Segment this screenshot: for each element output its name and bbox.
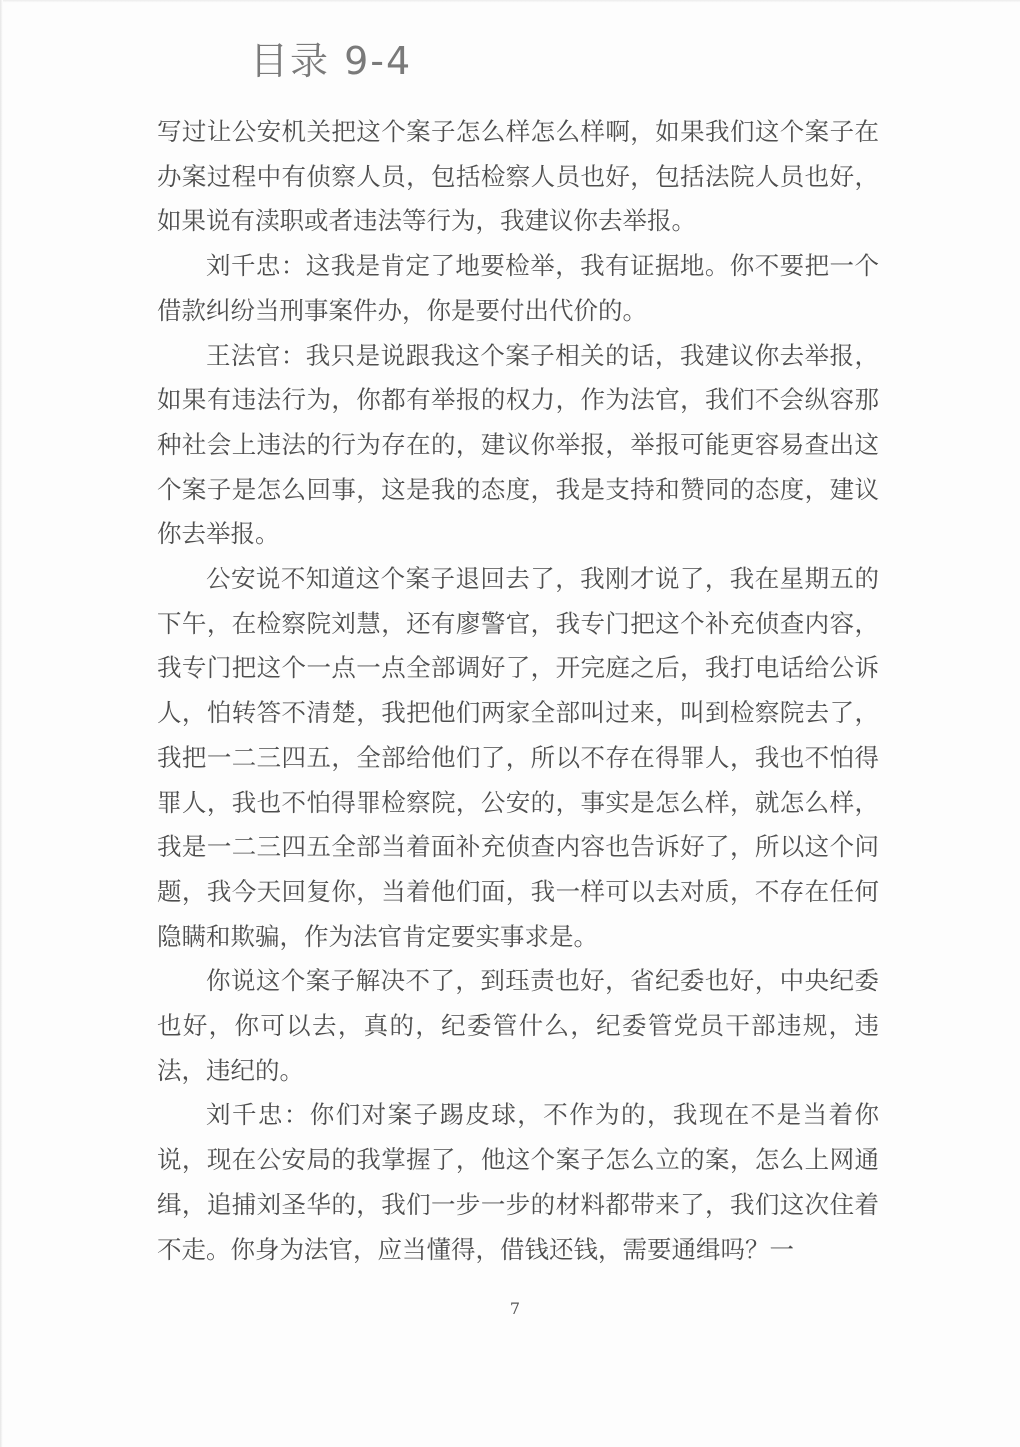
scan-edge-top bbox=[0, 0, 1020, 3]
paragraph-2: 刘千忠：这我是肯定了地要检举，我有证据地。你不要把一个借款纠纷当刑事案件办，你是要付出代价的。 bbox=[157, 251, 879, 325]
paragraph-1: 写过让公安机关把这个案子怎么样怎么样啊，如果我们这个案子在办案过程中有侦察人员，包括检察人员也好，包括法院人员也好，如果说有渎职或者违法等行为，我建议你去举报。 bbox=[157, 117, 879, 236]
paragraph-3: 王法官：我只是说跟我这个案子相关的话，我建议你去举报，如果有违法行为，你都有举报的权力，作为法官，我们不会纵容那种社会上违法的行为存在的，建议你举报，举报可能更容易查出这个案子是怎么回事，这是我的态度，我是支持和赞同的态度，建议你去举报。 bbox=[157, 340, 879, 549]
paragraph-5: 你说这个案子解决不了，到珏责也好，省纪委也好，中央纪委也好，你可以去，真的，纪委管什么，纪委管党员干部违规，违法，违纪的。 bbox=[157, 966, 879, 1085]
body-text bbox=[157, 110, 879, 1272]
paragraph-4: 公安说不知道这个案子退回去了，我刚才说了，我在星期五的下午，在检察院刘慧，还有廖警官，我专门把这个补充侦查内容，我专门把这个一点一点全部调好了，开完庭之后，我打电话给公诉人，怕转答不清楚，我把他们两家全部叫过来，叫到检察院去了，我把一二三四五，全部给他们了，所以不存在得罪人，我也不怕得罪人，我也不怕得罪检察院，公安的，事实是怎么样，就怎么样，我是一二三四五全部当着面补充侦查内容也告诉好了，所以这个问题，我今天回复你，当着他们面，我一样可以去对质，不存在任何隐瞒和欺骗，作为法官肯定要实事求是。 bbox=[157, 564, 879, 951]
scan-edge-left bbox=[0, 0, 3, 1447]
page-title: 目录 9-4 bbox=[250, 39, 413, 83]
paragraph-6: 刘千忠：你们对案子踢皮球，不作为的，我现在不是当着你说，现在公安局的我掌握了，他这个案子怎么立的案，怎么上网通缉，追捕刘圣华的，我们一步一步的材料都带来了，我们这次住着不走。你身为法官，应当懂得，借钱还钱，需要通缉吗？一 bbox=[157, 1100, 879, 1264]
page-number: 7 bbox=[509, 1299, 521, 1318]
